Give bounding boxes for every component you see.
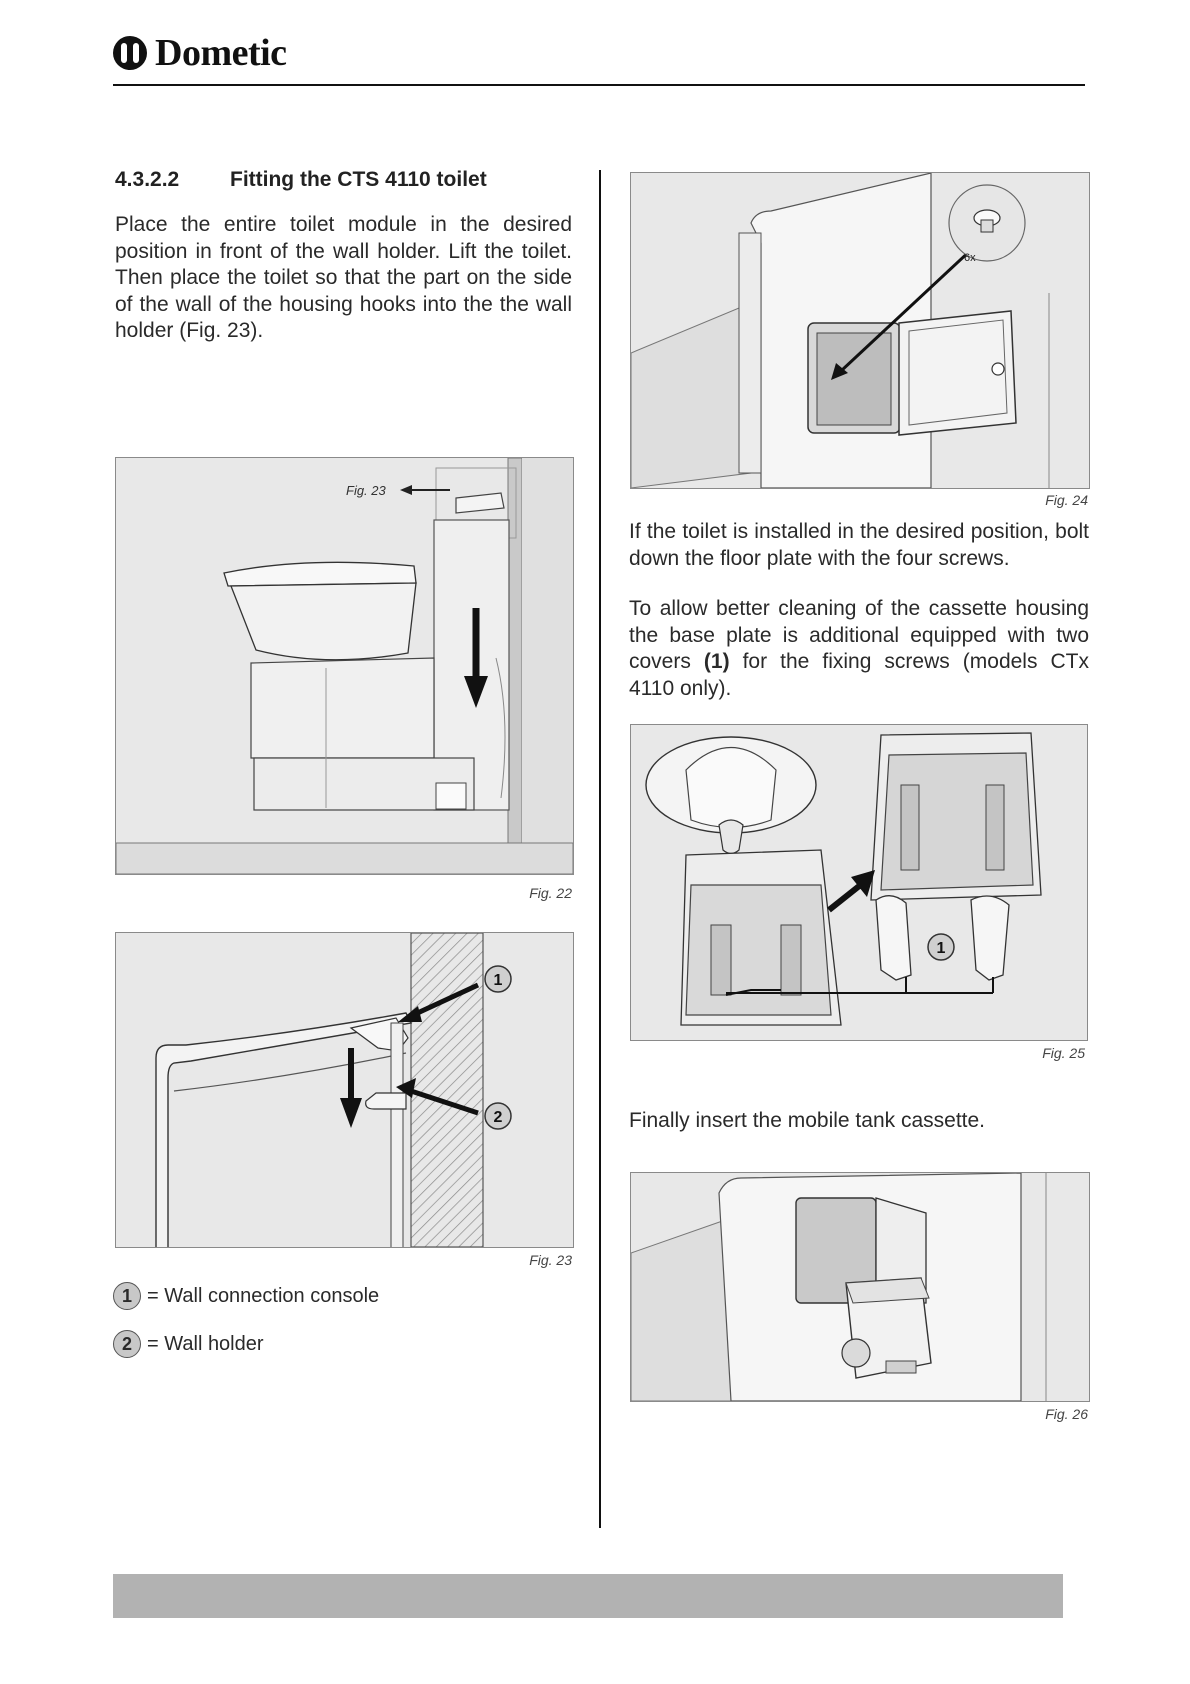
fig25-illustration [631, 725, 1087, 1040]
legend-text: = Wall connection console [147, 1284, 380, 1307]
figure-23-wall-holder-detail [115, 932, 574, 1248]
covers-text-end: for the fixing screws (models CTx 4110 only). [629, 650, 1089, 700]
figure-25-fixing-screw-covers [630, 724, 1088, 1041]
column-divider [599, 170, 601, 1528]
fig22-callout: Fig. 23 [346, 483, 386, 498]
fig23-illustration [116, 933, 573, 1247]
brand-logo [113, 30, 287, 76]
fig23-caption: Fig. 23 [529, 1252, 572, 1268]
fig24-caption: Fig. 24 [1045, 492, 1088, 508]
section-title: Fitting the CTS 4110 toilet [230, 168, 487, 191]
fig25-caption: Fig. 25 [1042, 1045, 1085, 1061]
floor-plate-paragraph: If the toilet is installed in the desired position, bolt down the floor plate with the four screws. [629, 520, 1089, 570]
footer-bar [113, 1574, 1063, 1618]
covers-text-start: To allow better cleaning of the cassette housing the base plate is additional equipped with two covers [629, 597, 1089, 673]
legend-number: 2 [113, 1330, 141, 1358]
brand-name: Dometic [155, 32, 287, 74]
fig26-caption: Fig. 26 [1045, 1406, 1088, 1422]
section-number: 4.3.2.2 [115, 168, 180, 191]
fig23-callout-1: 1 [493, 972, 503, 989]
covers-paragraph [629, 596, 1089, 702]
legend-text: = Wall holder [147, 1332, 264, 1355]
figure-26-mobile-tank-cassette [630, 1172, 1090, 1402]
dometic-logo-icon [113, 36, 147, 70]
legend-item [113, 1330, 264, 1358]
legend-item [113, 1282, 379, 1310]
intro-paragraph: Place the entire toilet module in the desired position in front of the wall holder. Lift the toilet. Then place the toilet so that the part on the side of the wall of the housing hooks into the the wall holder (Fig. 23). [115, 213, 572, 342]
fig26-illustration [631, 1173, 1089, 1401]
fig25-callout: 1 [936, 940, 946, 957]
fig24-callout: 6x [964, 252, 976, 264]
figure-22-toilet-side-view [115, 457, 574, 875]
figure-24-cassette-door-screws [630, 172, 1090, 489]
cassette-paragraph: Finally insert the mobile tank cassette. [629, 1109, 985, 1132]
fig22-caption: Fig. 22 [529, 885, 572, 901]
fig22-illustration [116, 458, 573, 874]
covers-reference: (1) [703, 650, 730, 673]
fig23-callout-2: 2 [493, 1109, 503, 1126]
header-divider [113, 84, 1085, 86]
fig24-illustration [631, 173, 1089, 488]
legend-number: 1 [113, 1282, 141, 1310]
